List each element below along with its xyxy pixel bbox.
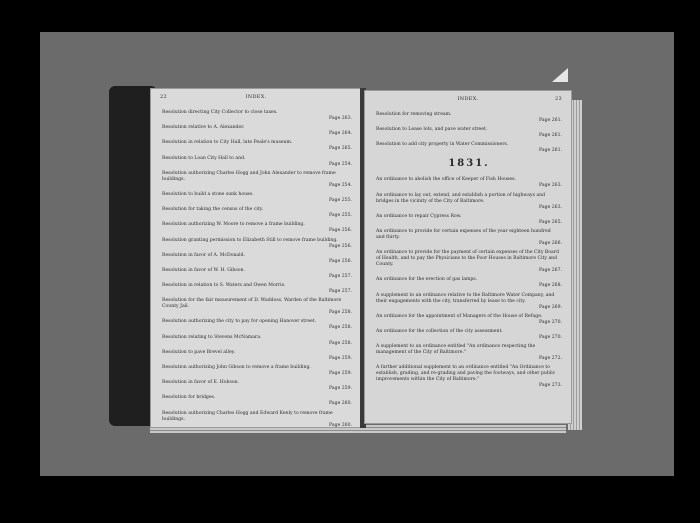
index-entry [162, 222, 352, 234]
entry-text: Resolution for removing stream. [376, 112, 452, 117]
entry-page-ref: Page 258. [329, 325, 352, 331]
entry-text: Resolution in relation to City Hall, late Peale's museum. [162, 140, 293, 146]
entry-page-ref: Page 257. [329, 289, 352, 295]
entry-text: Resolution relative to A. Alexander. [162, 125, 245, 131]
index-entry [376, 293, 562, 311]
entry-text: An ordinance for the appointment of Managers of the House of Refuge. [376, 313, 543, 319]
entry-page-ref: Page 256. [329, 243, 352, 249]
index-entry [162, 283, 352, 295]
index-entry [376, 314, 562, 326]
entry-page-ref: Page 272. [539, 356, 562, 362]
entry-text: Resolution to build a stone sunk house. [162, 191, 254, 197]
entry-text: Resolution authorizing W. Moore to remove a frame building. [162, 222, 305, 228]
entry-page-ref: Page 254. [329, 182, 352, 188]
entry-page-ref: Page 263. [539, 204, 562, 210]
entry-page-ref: Page 273. [539, 383, 562, 389]
entry-page-ref: Page 261. [539, 133, 562, 139]
entry-page-ref: Page 259. [329, 386, 352, 392]
entry-text: Resolution for the fair measurement of D. Waddoss, Warden of the Baltimore County Jail. [162, 298, 342, 310]
index-entry [376, 344, 562, 362]
entry-page-ref: Page 257. [329, 273, 352, 279]
right-running-head [374, 96, 562, 106]
entry-text: An ordinance to abolish the office of Keeper of Fish Houses. [376, 177, 516, 183]
entry-page-ref: Page 268. [539, 283, 562, 289]
entry-page-ref: Page 270. [539, 334, 562, 340]
entry-page-ref: Page 261. [539, 148, 562, 154]
index-entry [162, 140, 352, 152]
entry-page-ref: Page 263. [329, 116, 352, 121]
entry-text: Resolution granting permission to Elizabeth Still to remove frame building. [162, 237, 338, 243]
entry-page-ref: Page 265. [329, 146, 352, 152]
entry-page-ref: Page 255. [329, 197, 352, 203]
entry-text: An ordinance to lay out, extend, and establish a portion of highways and bridges in the vicinity of the City of Baltimore. [376, 192, 546, 204]
entry-text: Resolution to Lease lots, and pave water street. [376, 127, 488, 133]
entry-page-ref: Page 266. [539, 240, 562, 246]
index-entry [162, 110, 352, 122]
entry-text: An ordinance to provide for the payment of certain expenses of the City Board of Health, and to pay the Physicians to the Poor Houses in Baltimore City and County. [376, 250, 559, 268]
index-entry [376, 250, 562, 274]
entry-page-ref: Page 260. [329, 401, 352, 407]
entry-text: Resolution authorizing John Gibson to remove a frame building. [162, 365, 311, 370]
entry-text: Resolution to Loan City Hall to and. [162, 155, 246, 161]
index-entry [376, 329, 562, 341]
index-entry [376, 142, 562, 154]
index-entry [162, 298, 352, 316]
index-entry [162, 365, 352, 377]
entry-text: A further additional supplement to an ordinance entitled "An Ordinance to establish, grading, and re-grading and paving the footways, and other public improvements within the City of Baltimore." [376, 365, 556, 383]
entry-page-ref: Page 269. [539, 304, 562, 310]
left-page [150, 88, 362, 428]
page-tab-marker [552, 68, 568, 82]
entry-text: Resolution for bridges. [162, 395, 216, 401]
index-entry [162, 192, 352, 204]
index-entry [376, 229, 562, 247]
right-running-title: INDEX. [457, 96, 479, 102]
right-index-entries [376, 112, 562, 392]
entry-page-ref: Page 255. [329, 213, 352, 219]
index-entry [162, 171, 352, 189]
index-entry [162, 268, 352, 280]
entry-text: Resolution to add city property in Water Commissioners. [376, 142, 509, 148]
entry-page-ref: Page 263. [539, 183, 562, 189]
entry-text: Resolution for taking the census of the city. [162, 207, 264, 213]
entry-page-ref: Page 259. [329, 371, 352, 376]
entry-text: Resolution directing City Collector to close taxes. [162, 110, 278, 115]
index-entry [162, 253, 352, 265]
entry-page-ref: Page 260. [329, 422, 352, 428]
left-running-title: INDEX. [245, 94, 267, 100]
left-index-entries [162, 110, 352, 432]
index-entry [162, 411, 352, 429]
index-entry [376, 177, 562, 189]
entry-text: An ordinance for the collection of the city assessment. [376, 328, 503, 334]
index-entry [162, 207, 352, 219]
index-entry [162, 319, 352, 331]
index-entry [376, 112, 562, 124]
entry-page-ref: Page 270. [539, 319, 562, 325]
entry-page-ref: Page 258. [329, 310, 352, 316]
entry-page-ref: Page 264. [329, 131, 352, 137]
index-entry [376, 127, 562, 139]
entry-text: Resolution authorizing Charles Hogg and John Alexander to remove frame buildings. [162, 170, 336, 182]
entry-text: Resolution in favor of W. H. Gibson. [162, 267, 245, 273]
entry-text: Resolution in relation to S. Waters and Owen Morris. [162, 283, 286, 289]
index-entry [162, 395, 352, 407]
entry-text: Resolution authorizing the city to pay for opening Hanover street. [162, 319, 317, 325]
index-entry [162, 156, 352, 168]
entry-text: Resolution relating to Stevens McNamara. [162, 334, 262, 340]
index-entry [376, 365, 562, 389]
index-entry [162, 380, 352, 392]
index-entry [162, 335, 352, 347]
entry-text: An ordinance for the erection of gas lamps. [376, 277, 478, 283]
index-entry [376, 214, 562, 226]
entry-page-ref: Page 267. [539, 268, 562, 274]
entry-text: An ordinance to provide for certain expenses of the year eighteen hundred and thirty. [376, 228, 551, 240]
entry-text: Resolution to pave Brevel alley. [162, 349, 236, 355]
entry-page-ref: Page 259. [329, 355, 352, 361]
entry-page-ref: Page 258. [329, 340, 352, 346]
entry-text: Resolution authorizing Charles Hogg and Edward Kenly to remove frame buildings. [162, 410, 333, 422]
index-entry [376, 277, 562, 289]
right-page [364, 90, 572, 424]
index-entry [162, 350, 352, 362]
index-entry [162, 238, 352, 250]
index-entry [376, 193, 562, 211]
index-entry [162, 125, 352, 137]
entry-page-ref: Page 256. [329, 228, 352, 234]
entry-page-ref: Page 256. [329, 258, 352, 264]
entry-text: A supplement to an ordinance relative to the Baltimore Water Company, and their engagements with the city, transferred by lease to the city. [376, 292, 555, 304]
year-heading: 1831. [448, 158, 490, 170]
entry-text: An ordinance to repair Cypress Row. [376, 213, 462, 219]
entry-page-ref: Page 265. [539, 219, 562, 225]
left-running-head [160, 94, 352, 104]
entry-text: Resolution in favor of A. McDonald. [162, 252, 246, 258]
entry-page-ref: Page 254. [329, 161, 352, 167]
entry-text: Resolution in favor of E. Hobson. [162, 380, 240, 386]
left-page-number: 22 [160, 94, 167, 100]
right-page-number: 23 [555, 96, 562, 102]
entry-page-ref: Page 261. [539, 118, 562, 123]
entry-text: A supplement to an ordinance entitled "An ordinance respecting the management of the City of Baltimore." [376, 344, 536, 356]
